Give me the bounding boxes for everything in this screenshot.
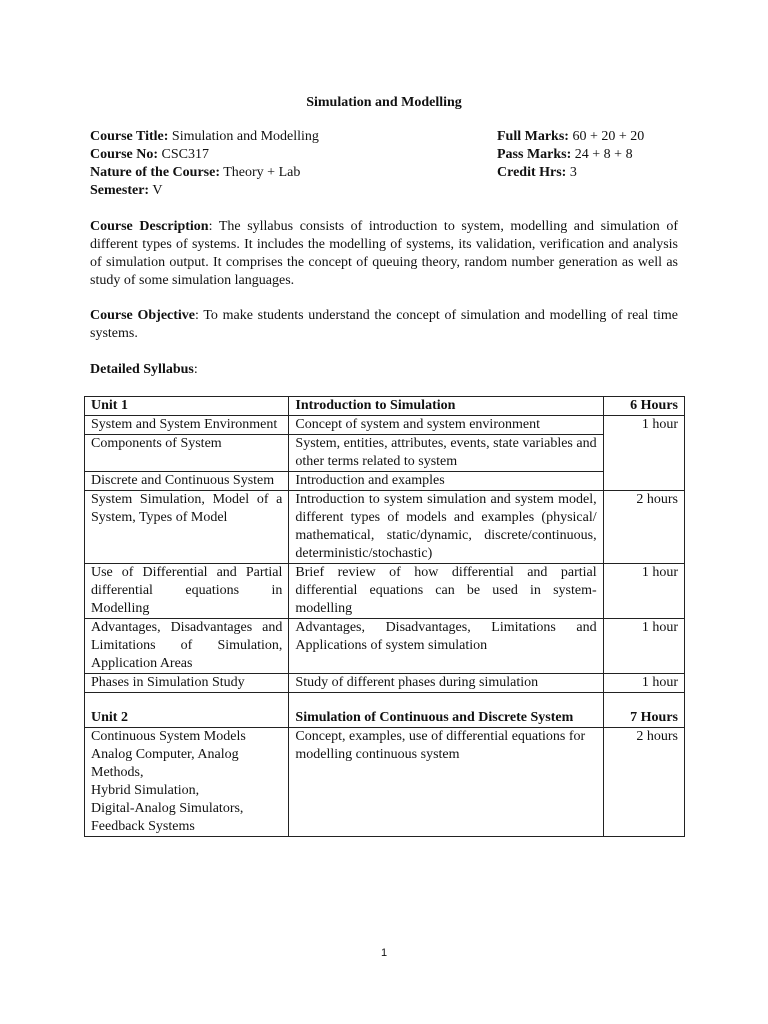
table-row xyxy=(85,491,685,564)
unit-header-row xyxy=(85,397,685,416)
row-topic: Advantages, Disadvantages and Limitations of Simulation, Application Areas xyxy=(85,619,289,674)
row-hours: 1 hour xyxy=(603,674,684,693)
course-objective: Course Objective: To make students understand the concept of simulation and modelling of real time systems. xyxy=(90,308,678,341)
meta-semester: Semester: V xyxy=(90,183,163,198)
meta-course-title: Course Title: Simulation and Modelling xyxy=(90,129,319,144)
table-row xyxy=(85,472,685,491)
unit-hours: 7 Hours xyxy=(603,709,684,728)
row-hours: 1 hour xyxy=(603,564,684,619)
meta-nature: Nature of the Course: Theory + Lab xyxy=(90,165,301,180)
row-topic: Discrete and Continuous System xyxy=(85,472,289,491)
table-row xyxy=(85,619,685,674)
row-topic: System Simulation, Model of a System, Types of Model xyxy=(85,491,289,564)
course-meta-right xyxy=(497,128,697,182)
unit-label: Unit 1 xyxy=(85,397,289,416)
row-hours: 1 hour xyxy=(603,619,684,674)
unit-title: Simulation of Continuous and Discrete System xyxy=(289,709,603,728)
row-topic: System and System Environment xyxy=(85,416,289,435)
row-content: Brief review of how differential and partial differential equations can be used in system-modelling xyxy=(289,564,603,619)
unit-title: Introduction to Simulation xyxy=(289,397,603,416)
detailed-syllabus-heading: Detailed Syllabus: xyxy=(90,362,198,377)
document-title: Simulation and Modelling xyxy=(306,95,462,110)
table-row xyxy=(85,416,685,435)
table-row xyxy=(85,728,685,837)
course-meta-left xyxy=(90,128,470,200)
table-row xyxy=(85,435,685,472)
row-content: System, entities, attributes, events, state variables and other terms related to system xyxy=(289,435,603,472)
row-content: Concept, examples, use of differential equations for modelling continuous system xyxy=(289,728,603,837)
row-topic: Components of System xyxy=(85,435,289,472)
row-hours: 2 hours xyxy=(603,491,684,564)
row-content: Introduction to system simulation and system model, different types of models and examples (physical/ mathematical, static/dynamic, discrete/continuous, deterministic/stochastic) xyxy=(289,491,603,564)
row-hours: 2 hours xyxy=(603,728,684,837)
row-content: Advantages, Disadvantages, Limitations and Applications of system simulation xyxy=(289,619,603,674)
unit-hours: 6 Hours xyxy=(603,397,684,416)
meta-course-no: Course No: CSC317 xyxy=(90,147,210,162)
syllabus-table xyxy=(84,396,685,837)
meta-full-marks: Full Marks: 60 + 20 + 20 xyxy=(497,129,645,144)
row-content: Concept of system and system environment xyxy=(289,416,603,435)
table-spacer-row xyxy=(85,693,685,710)
row-content: Introduction and examples xyxy=(289,472,603,491)
course-description: Course Description: The syllabus consists of introduction to system, modelling and simulation of different types of systems. It includes the modelling of systems, its validation, verification and analysis of simulation output. It comprises the concept of queuing theory, random number generation as well as study of some simulation languages. xyxy=(90,219,678,288)
row-topic: Use of Differential and Partial differential equations in Modelling xyxy=(85,564,289,619)
row-hours: 1 hour xyxy=(603,416,684,491)
page-number: 1 xyxy=(380,947,388,959)
row-topic: Phases in Simulation Study xyxy=(85,674,289,693)
unit-header-row xyxy=(85,709,685,728)
table-row xyxy=(85,564,685,619)
unit-label: Unit 2 xyxy=(85,709,289,728)
row-content: Study of different phases during simulation xyxy=(289,674,603,693)
meta-pass-marks: Pass Marks: 24 + 8 + 8 xyxy=(497,147,633,162)
row-topic: Continuous System Models Analog Computer, Analog Methods, Hybrid Simulation, Digital-Analog Simulators, Feedback Systems xyxy=(85,728,289,837)
table-row xyxy=(85,674,685,693)
meta-credit-hrs: Credit Hrs: 3 xyxy=(497,165,577,180)
